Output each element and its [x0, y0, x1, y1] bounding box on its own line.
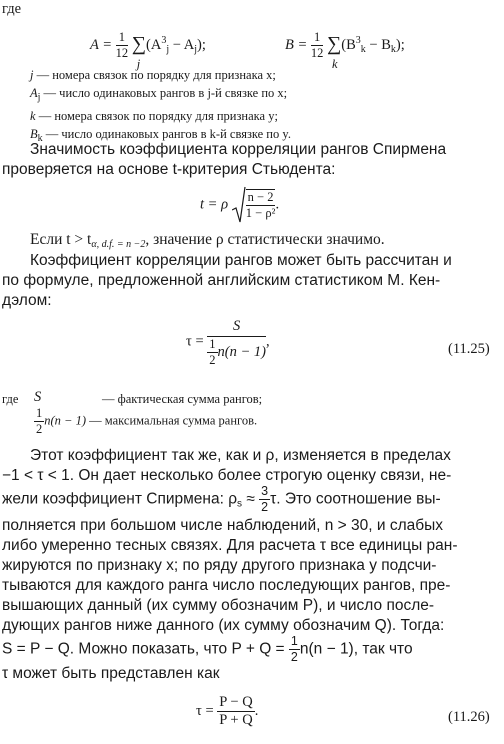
paragraph-line: дующих рангов ниже данного (их сумму обозначим Q). Тогда: — [2, 617, 445, 634]
formula-b-mid-sub: k — [390, 43, 396, 55]
formula-tau1-num: S — [232, 318, 241, 334]
formula-b-mid: − B — [365, 36, 391, 53]
formula-tau-1: τ = S $\frac{1}{2}$ n(n − 1) , — [186, 318, 270, 367]
paragraph-line: Коэффициент корреляции рангов может быть рассчитан и — [30, 252, 452, 269]
formula-b: B = $\frac{1}{12}$ ∑ k $(B^3_k - B_k)$; — [285, 30, 405, 71]
definition-aj: $A_j$ — число одинаковых рангов в j-й связке по x; — [30, 86, 288, 103]
formula-a-tail: ); — [197, 36, 206, 53]
paragraph-line-spearman: жели коэффициент Спирмена: $\rho_s$ ≈ $\frac{3}{2}$ τ. Это соотношение вы- — [2, 484, 441, 514]
paragraph-line: −1 < τ < 1. Он дает несколько более строгую оценку связи, не- — [2, 467, 452, 484]
definition-s-symbol: S — [34, 389, 42, 405]
paragraph-line: проверяется на основе t-критерия Стьюдента: — [2, 161, 336, 178]
formula-a-lhs: A = — [90, 36, 113, 53]
definition-max-sum: $\frac{1}{2}$ n(n − 1) — максимальная сумма рангов. — [36, 406, 258, 436]
formula-a-body: (A — [146, 36, 162, 53]
formula-a-sup: 3 — [161, 34, 167, 46]
paragraph-line: жируются по признаку x; по ряду другого признака y подсчи- — [2, 557, 437, 574]
formula-tau2-num: P − Q — [219, 694, 253, 710]
formula-b-sub: k — [360, 43, 366, 55]
paragraph-line: дэлом: — [2, 292, 52, 309]
formula-t — [200, 186, 279, 224]
formula-tau1-tail: , — [265, 333, 270, 350]
formula-a-mid: − A — [169, 36, 195, 53]
formula-b-tail: ); — [395, 36, 405, 53]
paragraph-line: полняется при большом числе наблюдений, n > 30, и слабых — [2, 517, 444, 534]
significance-line: Если $t > t_{\alpha, d.f. = n -2}$, значение ρ статистически значимо. — [30, 231, 385, 250]
formula-b-sup: 3 — [355, 34, 361, 46]
formula-t-tail: . — [275, 196, 280, 213]
sqrt-symbol — [232, 186, 276, 224]
formula-a: A = $\frac{1}{12}$ ∑ j $(A^3_j - A_j)$; — [90, 30, 206, 71]
formula-b-body: (B — [341, 36, 356, 53]
paragraph-line: либо умеренно тесных связях. Для расчета τ все единицы ран- — [2, 537, 458, 554]
equation-number: (11.26) — [448, 709, 490, 725]
definition-s-text: — фактическая сумма рангов; — [102, 392, 263, 406]
equation-number: (11.25) — [448, 341, 490, 357]
formula-tau-2 — [196, 694, 258, 729]
formula-tau1-lhs: τ = — [186, 333, 204, 350]
paragraph-line: Этот коэффициент так же, как и ρ, изменяется в пределах — [30, 447, 451, 464]
formula-b-lhs: B = — [285, 36, 308, 53]
definition-bk: $B_k$ — число одинаковых рангов в k-й связке по y. — [30, 127, 291, 144]
where-label: где — [2, 1, 22, 17]
paragraph-line: τ может быть представлен как — [2, 665, 220, 682]
definition-k: k — номера связок по порядку для признака y; — [30, 109, 278, 123]
definitions-list — [30, 66, 291, 148]
formula-t-num: n − 2 — [247, 190, 274, 204]
formula-tau2-den: P + Q — [219, 712, 253, 728]
definitions-where: где — [2, 392, 19, 406]
formula-t-lhs: t = ρ — [200, 196, 229, 213]
paragraph-line: Значимость коэффициента корреляции рангов Спирмена — [30, 141, 447, 158]
formula-a-sum-index: j — [136, 57, 141, 71]
formula-a-num: 1 — [116, 30, 129, 46]
formula-b-sum-index: k — [332, 57, 338, 71]
formula-tau2-tail: . — [254, 702, 259, 719]
paragraph-line-s: S = P − Q. Можно показать, что P + Q = $\frac{1}{2}$ n(n − 1), так что — [2, 634, 413, 664]
formula-a-mid-sub: j — [194, 43, 198, 55]
formula-a-sub: j — [166, 43, 170, 55]
formula-b-den: 12 — [310, 46, 324, 60]
formula-tau2-lhs: τ = — [196, 702, 214, 719]
formula-a-den: 12 — [115, 46, 129, 60]
paragraph-line: тываются для каждого ранга число последующих рангов, пре- — [2, 577, 451, 594]
paragraph-line: по формуле, предложенной английским статистиком М. Кен- — [2, 272, 441, 289]
formula-b-num: 1 — [311, 30, 324, 46]
definition-j: j — номера связок по порядку для признака x; — [30, 68, 276, 82]
formula-t-den: 1 − ρ² — [245, 206, 276, 220]
paragraph-line: вышающих данный (их сумму обозначим P), и число после- — [2, 597, 435, 614]
